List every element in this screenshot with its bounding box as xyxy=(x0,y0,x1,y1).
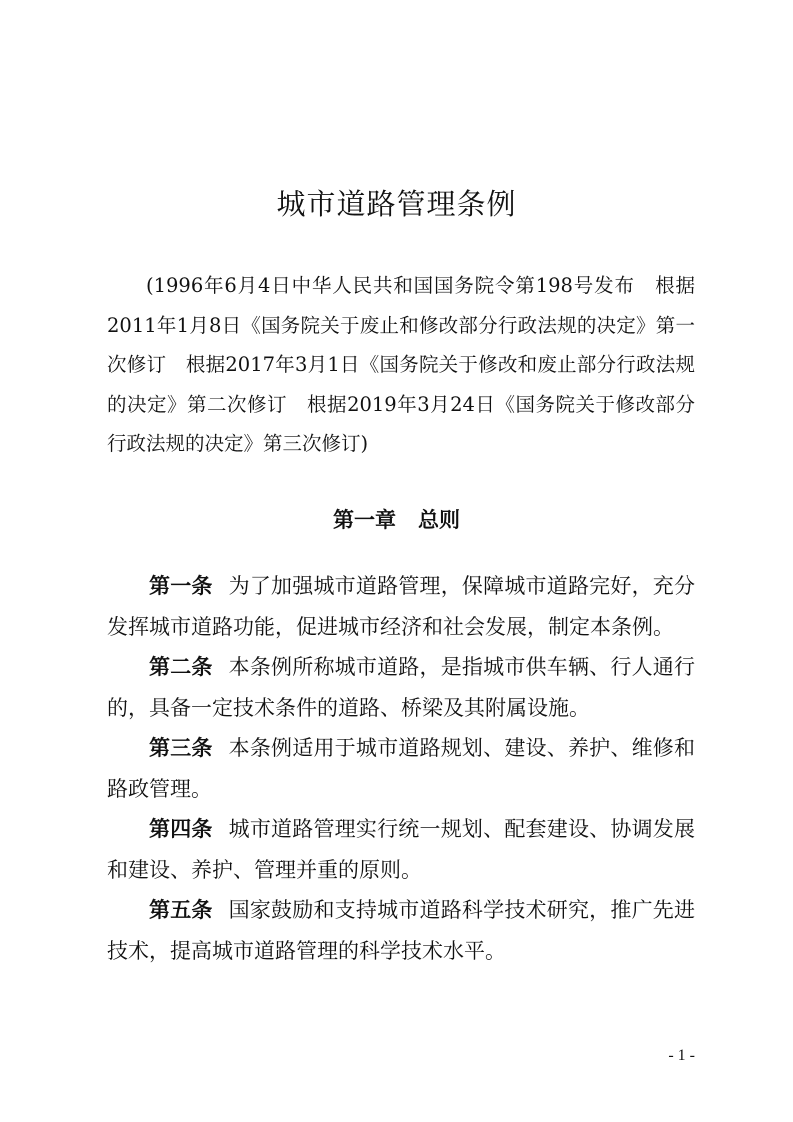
document-preamble: (1996年6月4日中华人民共和国国务院令第198号发布 根据2011年1月8日《国务院关于废止和修改部分行政法规的决定》第一次修订 根据2017年3月1日《国务院关于修改和废止部分行政法规的决定》第二次修订 根据2019年3月24日《国务院关于修改部分行政法规的决定》第三次修订) xyxy=(107,274,695,455)
article-label: 第五条 xyxy=(149,898,213,922)
article-label: 第一条 xyxy=(149,574,213,598)
chapter-heading xyxy=(0,505,793,535)
article-5 xyxy=(107,890,695,971)
chapter-number: 第一章 xyxy=(333,508,396,532)
article-text: 城市道路管理实行统一规划、配套建设、协调发展和建设、养护、管理并重的原则。 xyxy=(107,817,695,882)
article-2 xyxy=(107,647,695,728)
article-label: 第四条 xyxy=(149,817,213,841)
article-text: 本条例适用于城市道路规划、建设、养护、维修和路政管理。 xyxy=(107,736,695,801)
article-1 xyxy=(107,566,695,647)
chapter-name: 总则 xyxy=(418,508,460,532)
article-label: 第二条 xyxy=(149,655,213,679)
article-label: 第三条 xyxy=(149,736,213,760)
article-text: 国家鼓励和支持城市道路科学技术研究，推广先进技术，提高城市道路管理的科学技术水平。 xyxy=(107,898,695,963)
article-3 xyxy=(107,728,695,809)
document-title: 城市道路管理条例 xyxy=(276,187,517,221)
page-number: - 1 - xyxy=(668,1047,695,1064)
article-text: 为了加强城市道路管理，保障城市道路完好，充分发挥城市道路功能，促进城市经济和社会发展，制定本条例。 xyxy=(107,574,695,639)
article-list xyxy=(107,566,695,971)
article-4 xyxy=(107,809,695,890)
article-text: 本条例所称城市道路，是指城市供车辆、行人通行的，具备一定技术条件的道路、桥梁及其附属设施。 xyxy=(107,655,695,720)
